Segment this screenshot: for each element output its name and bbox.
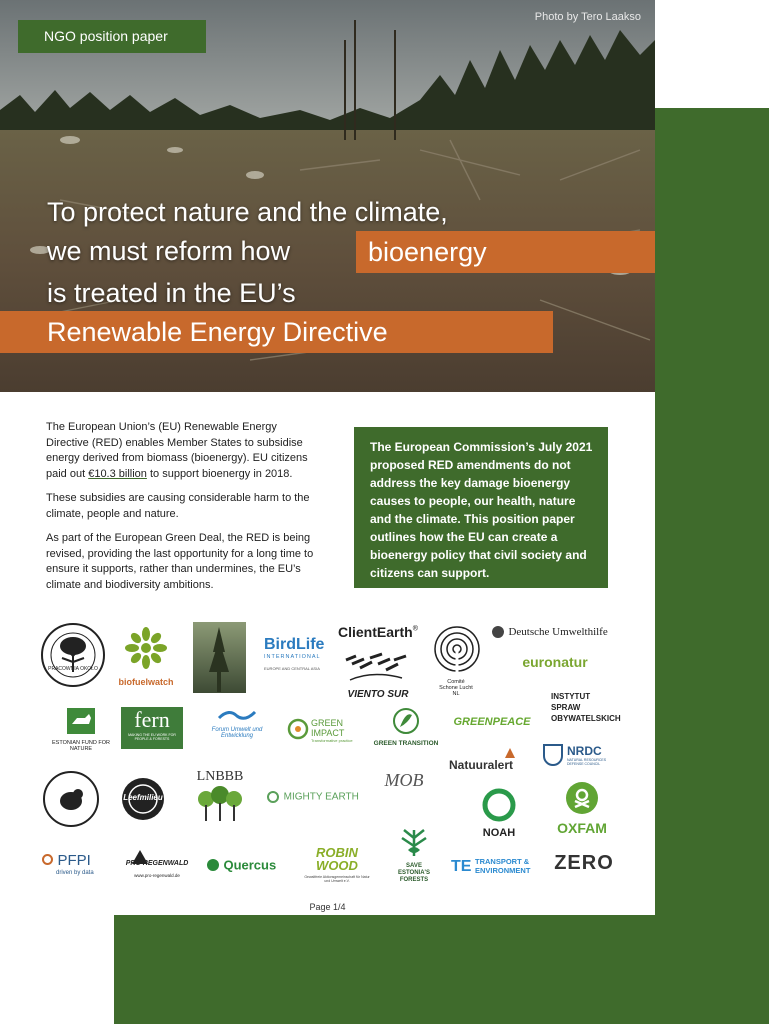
forum-label: Forum Umwelt und Entwicklung [211,727,263,739]
clientearth-logo [338,624,424,640]
robin-wood-logo [304,846,370,892]
save-estonias-forests-logo [387,828,441,892]
headline-highlight-bioenergy: bioenergy [356,231,655,273]
save-line-3: FORESTS [399,877,429,883]
pracownia-label: PRACOWNIA OKOŁO [48,666,98,672]
instytut-logo [551,691,619,729]
clientearth-mark: ® [412,625,418,633]
save-line-1: SAVE [406,863,422,869]
pfpi-label: PFPI [57,852,91,869]
lnbbb-label: LNBBB [196,769,244,784]
subsidy-amount: €10.3 billion [88,467,147,480]
page-number: Page 1/4 [309,902,346,912]
green-impact-label: GREEN IMPACT [311,718,345,738]
headline-line-3: is treated in the EU’s [47,278,296,308]
pfpi-sub: driven by data [56,870,94,876]
pracownia-logo [40,622,106,688]
fern-logo [121,707,183,749]
duh-label: Deutsche Umwelthilfe [508,625,608,638]
mighty-earth-label: MIGHTY EARTH [283,791,359,803]
earth-icon [267,791,279,803]
oxfam-label: OXFAM [557,820,607,836]
lnbbb-logo [196,769,244,827]
nrdc-logo [543,744,615,770]
document-type-tag: NGO position paper [18,20,206,53]
te-line-1: TRANSPORT & [475,857,530,866]
robin-wood-sub: Gewaltfreie Aktionsgemeinschaft für Natur und Umwelt e.V. [304,875,370,883]
robin-wood-line-2: WOOD [316,858,358,873]
green-transition-label: GREEN TRANSITION [373,740,439,747]
pro-regenwald-label: PRO REGENWALD [125,860,189,867]
headline-highlight-red: Renewable Energy Directive [0,311,553,353]
te-mark-icon: TE [451,858,472,875]
birdlife-label: BirdLife [264,636,325,653]
natuuralert-label: Natuuralert [449,758,514,772]
greenpeace-label: GREENPEACE [453,716,531,728]
forum-umwelt-logo [196,708,278,748]
nrdc-label: NRDC [567,744,602,758]
birdlife-sub: INTERNATIONAL [264,654,321,660]
intro-column [46,420,322,602]
euronatur-logo [515,654,595,672]
globe-icon [492,626,504,638]
mighty-earth-logo [265,788,361,804]
leefmilieu-logo [120,776,166,822]
mob-logo [375,770,433,810]
biofuelwatch-label: biofuelwatch [118,677,174,687]
pfpi-circle-icon [42,854,53,865]
noah-logo [474,788,524,840]
headline-line-2: we must reform how [47,236,291,266]
instytut-line-1: INSTYTUT [551,692,591,701]
mob-label: MOB [384,770,424,790]
robin-wood-line-1: ROBIN [316,845,358,860]
euronatur-label: euronatur [522,654,588,670]
birdlife-region: EUROPE AND CENTRAL ASIA [264,666,320,671]
fern-label: fern [134,707,170,732]
birdlife-logo [264,624,328,678]
quercus-logo [207,856,291,874]
green-transition-logo [366,707,446,751]
pfpi-logo [42,852,108,882]
clientearth-label: ClientEarth [338,624,413,640]
quercus-label: Quercus [223,857,277,873]
headline-line-1: To protect nature and the climate, [47,197,448,227]
latvijas-logo [42,770,100,828]
pro-regenwald-logo [116,848,198,886]
fern-sub: MAKING THE EU WORK FOR PEOPLE & FORESTS [128,733,176,741]
oxfam-logo [556,781,608,837]
green-impact-logo [287,716,359,748]
intro-p1-end: to support bioenergy in 2018. [146,467,293,480]
natuuralert-logo [449,748,523,774]
estonian-fund-logo [44,708,118,754]
zero-label: ZERO [554,852,614,874]
transport-environment-logo [451,856,541,878]
leefmilieu-label: Leefmilieu [123,793,163,802]
noah-label: NOAH [482,827,516,839]
zero-logo [552,852,616,880]
te-line-2: ENVIRONMENT [475,866,531,875]
instytut-line-3: OBYWATELSKICH [551,714,621,723]
vientosur-logo [342,650,414,702]
estonian-label: ESTONIAN FUND FOR NATURE [52,740,110,752]
intro-p1-text: The European Union’s (EU) Renewable Energy Directive (RED) enables Member States to subsidise energy derived from biomass (bioenergy). EU citizens paid out [46,421,308,480]
nrdc-sub: NATURAL RESOURCES DEFENSE COUNCIL [567,758,607,766]
biofuelwatch-logo [116,624,176,686]
save-line-2: ESTONIA'S [398,870,430,876]
cover-photo [0,0,655,392]
duh-logo [492,623,616,639]
pro-regenwald-sub: www.pro-regenwald.de [134,873,180,878]
intro-paragraph-3: As part of the European Green Deal, the RED is being revised, providing the last opportunity for a long time to ensure it supports, rather than undermines, the EU’s climate and biodiversity ambitions. [46,532,314,591]
instytut-line-2: SPRAW [551,703,581,712]
photo-credit: Photo by Tero Laakso [534,11,641,23]
forest-photo-logo [193,622,246,693]
intro-paragraph-1 [46,420,322,482]
greenpeace-logo [451,712,533,730]
comite-logo [428,624,486,697]
callout-box: The European Commission’s July 2021 proposed RED amendments do not address the key damage bioenergy causes to people, our health, nature and the climate. This position paper outlines how the EU can create a bioenergy policy that civil society and citizens can support. [354,427,608,588]
vientosur-label: VIENTO SUR [347,689,409,700]
green-impact-sub: Transformative practice [311,738,353,743]
intro-paragraph-2: These subsidies are causing considerable harm to the climate, people and nature. [46,492,310,520]
comite-label: Comité Schone Lucht NL [439,679,473,697]
quercus-icon [207,859,219,871]
